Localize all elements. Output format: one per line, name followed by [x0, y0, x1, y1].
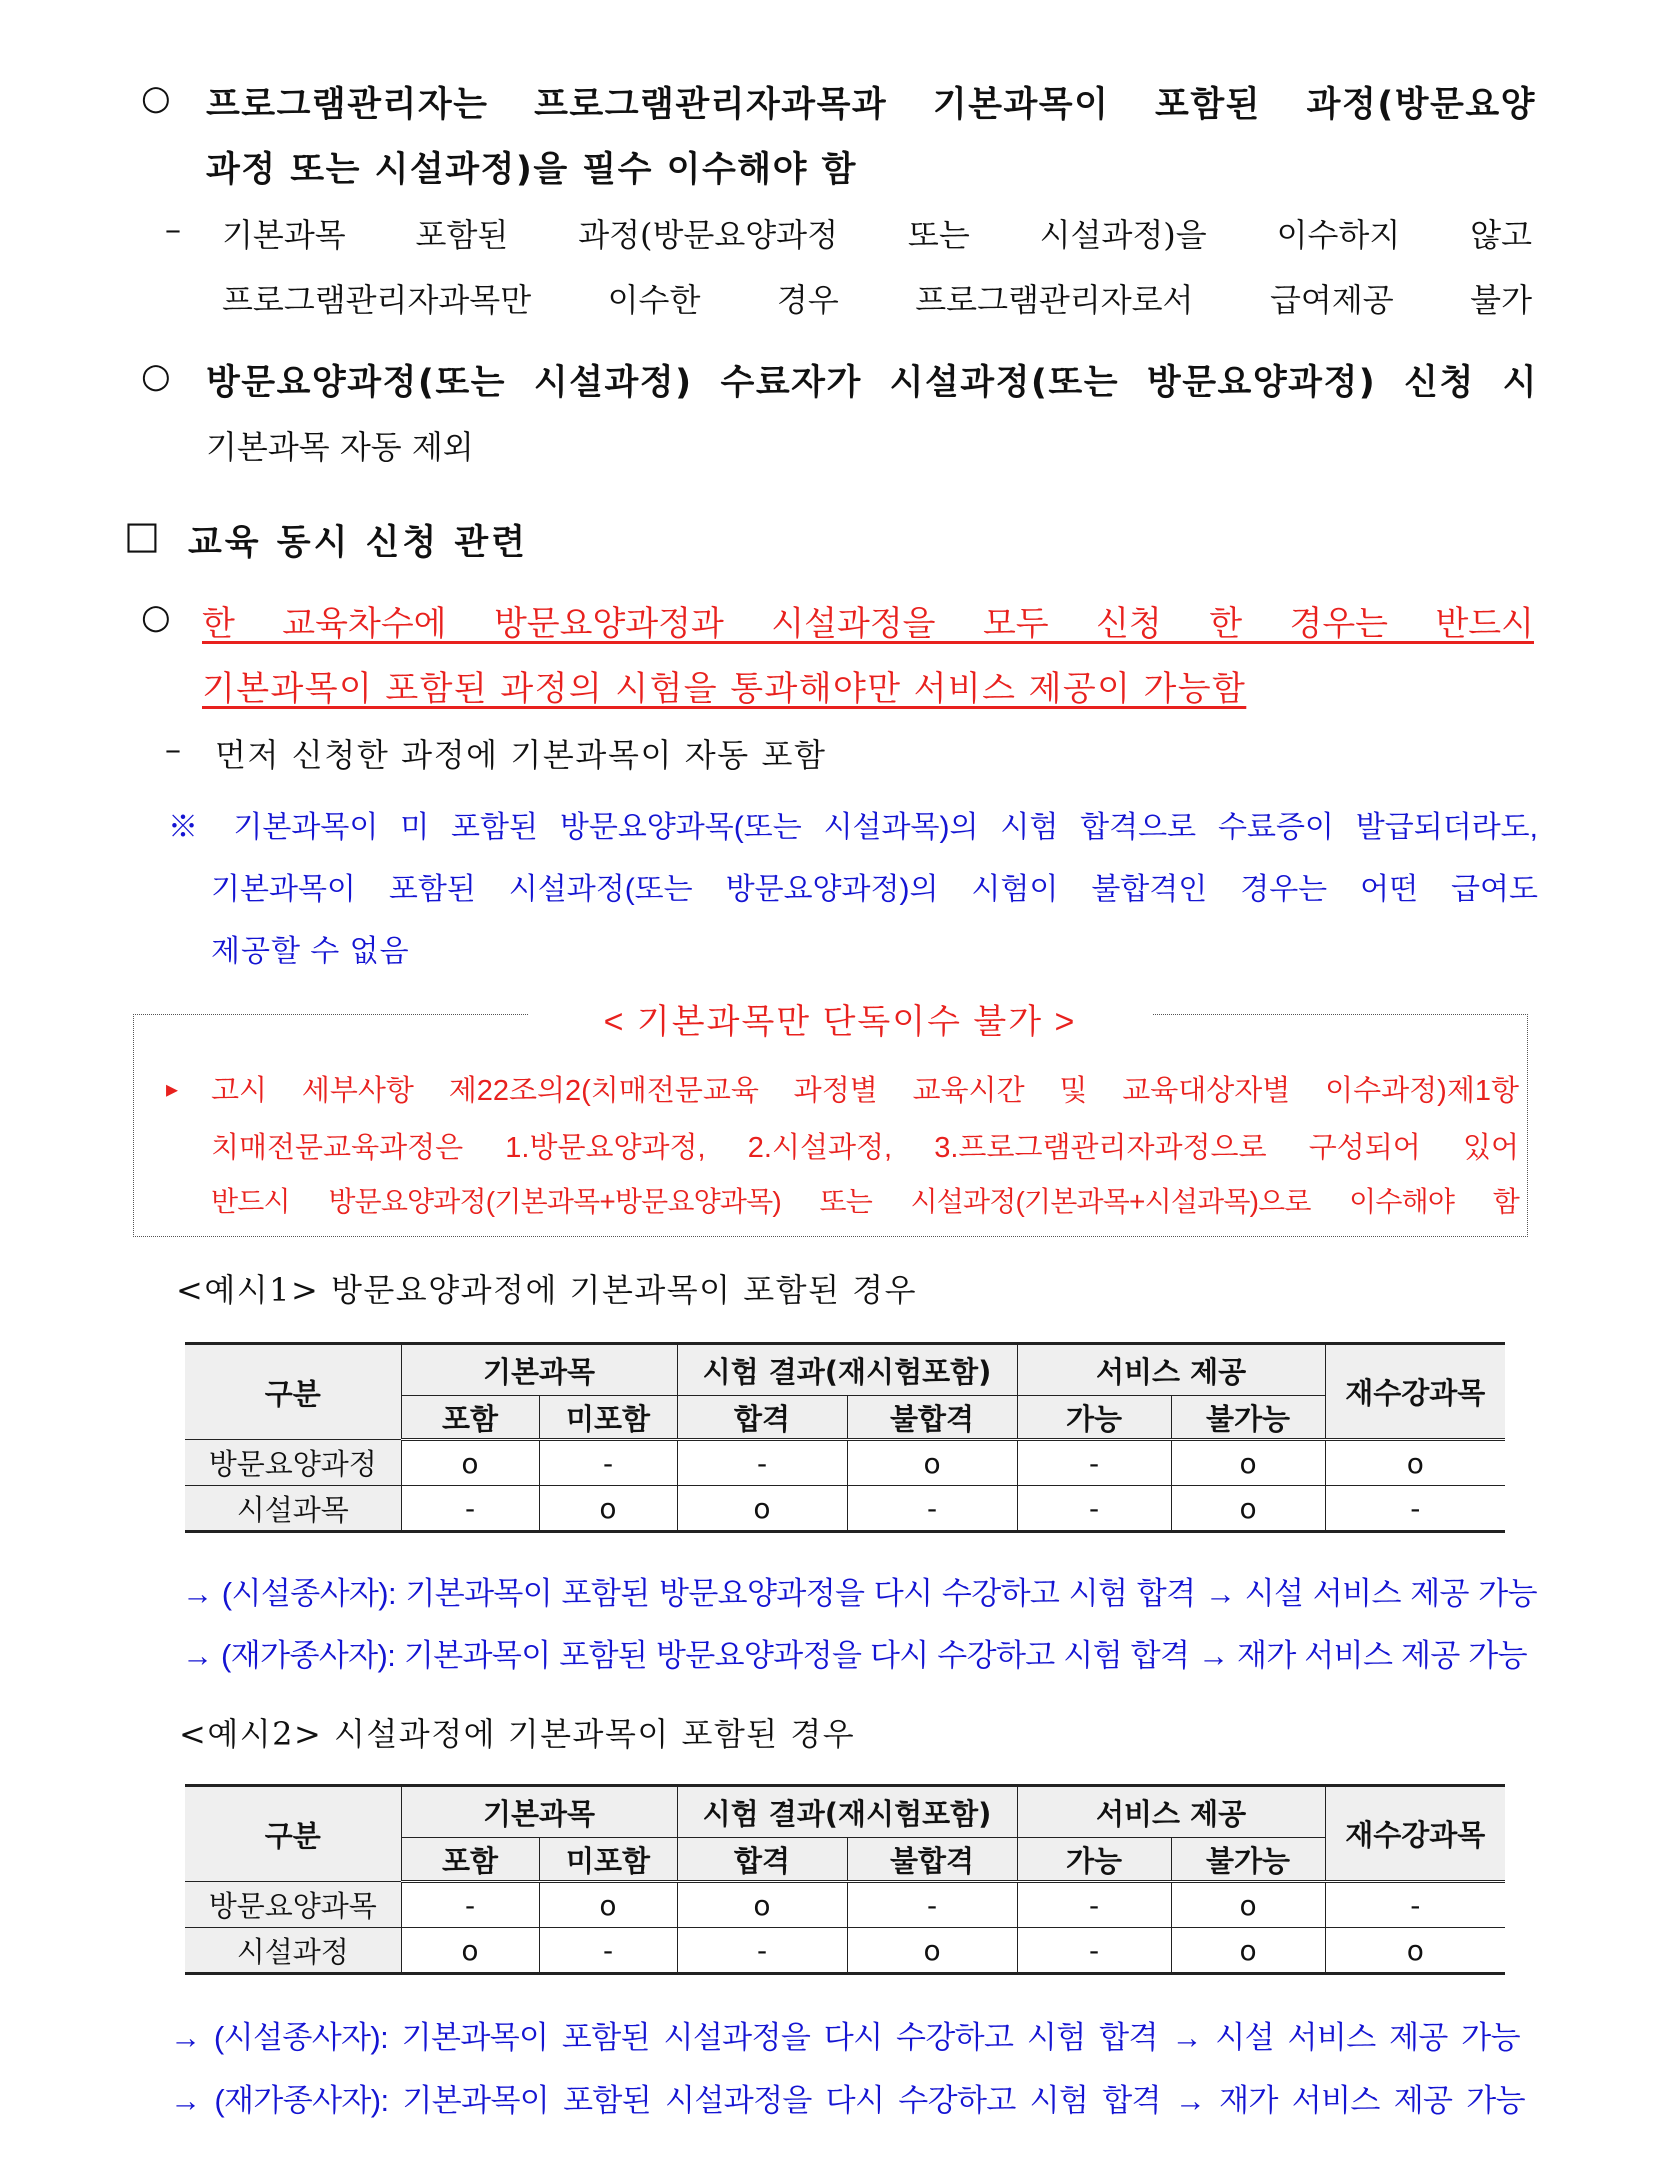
- table-cell: -: [847, 1882, 1017, 1928]
- table-cell: -: [1017, 1882, 1171, 1928]
- table-cell: -: [1325, 1882, 1505, 1928]
- paragraph-line: 프로그램관리자는 프로그램관리자과목과 기본과목이 포함된 과정(방문요양: [206, 85, 1536, 125]
- header-include: 포함: [401, 1838, 539, 1882]
- emphasis-line: 기본과목이 포함된 과정의 시험을 통과해야만 서비스 제공이 가능함: [202, 669, 1247, 709]
- header-possible: 가능: [1017, 1838, 1171, 1882]
- table-cell: o: [1171, 1440, 1325, 1486]
- header-impossible: 불가능: [1171, 1838, 1325, 1882]
- table-cell: o: [1171, 1928, 1325, 1974]
- example-caption: <예시2> 시설과정에 기본과목이 포함된 경우: [179, 1715, 856, 1753]
- example-caption: <예시1> 방문요양과정에 기본과목이 포함된 경우: [176, 1271, 918, 1309]
- header-pass: 합격: [677, 1838, 847, 1882]
- bullet-circle-icon: ○: [141, 78, 173, 118]
- header-include: 포함: [401, 1396, 539, 1440]
- header-category: 구분: [185, 1344, 401, 1440]
- note-line: 기본과목이 포함된 시설과정(또는 방문요양과정)의 시험이 불합격인 경우는 어떤 급여도: [211, 873, 1538, 906]
- paragraph-line: 기본과목 포함된 과정(방문요양과정 또는 시설과정)을 이수하지 않고: [222, 216, 1532, 254]
- table-cell: o: [677, 1882, 847, 1928]
- paragraph-line: 프로그램관리자과목만 이수한 경우 프로그램관리자로서 급여제공 불가: [222, 281, 1532, 319]
- table-cell: o: [401, 1928, 539, 1974]
- row-label: 시설과목: [185, 1486, 401, 1532]
- table-cell: o: [1171, 1882, 1325, 1928]
- table-cell: o: [1171, 1486, 1325, 1532]
- table-cell: -: [1017, 1486, 1171, 1532]
- table-cell: -: [539, 1440, 677, 1486]
- row-label: 시설과정: [185, 1928, 401, 1974]
- table-row: [185, 1440, 1505, 1486]
- header-retake: 재수강과목: [1325, 1344, 1505, 1440]
- paragraph-line: 먼저 신청한 과정에 기본과목이 자동 포함: [215, 736, 827, 774]
- row-label: 방문요양과정: [185, 1440, 401, 1486]
- table-row: [185, 1928, 1505, 1974]
- paragraph-line: 과정 또는 시설과정)을 필수 이수해야 함: [206, 150, 857, 190]
- note-box-line: 반드시 방문요양과정(기본과목+방문요양과목) 또는 시설과정(기본과목+시설과목)으로 이수해야 함: [211, 1186, 1519, 1217]
- header-basic: 기본과목: [401, 1344, 677, 1396]
- table-cell: -: [1017, 1440, 1171, 1486]
- table-cell: o: [539, 1486, 677, 1532]
- dash-icon: –: [165, 730, 181, 768]
- table-cell: o: [847, 1928, 1017, 1974]
- header-impossible: 불가능: [1171, 1396, 1325, 1440]
- note-box-title: < 기본과목만 단독이수 불가 >: [528, 994, 1152, 1036]
- table-cell: -: [1325, 1486, 1505, 1532]
- table-header-row: [185, 1344, 1505, 1396]
- header-fail: 불합격: [847, 1396, 1017, 1440]
- paragraph-line: 방문요양과정(또는 시설과정) 수료자가 시설과정(또는 방문요양과정) 신청 시: [206, 363, 1538, 403]
- bullet-circle-icon: ○: [141, 597, 173, 637]
- table-cell: -: [1017, 1928, 1171, 1974]
- checkbox-square-icon: □: [124, 513, 162, 557]
- table-row: [185, 1882, 1505, 1928]
- note-line: ※ 기본과목이 미 포함된 방문요양과목(또는 시설과목)의 시험 합격으로 수료증이 발급되더라도,: [168, 811, 1538, 844]
- emphasis-line: 한 교육차수에 방문요양과정과 시설과정을 모두 신청 한 경우는 반드시: [202, 604, 1534, 644]
- table-cell: -: [401, 1882, 539, 1928]
- row-label: 방문요양과목: [185, 1882, 401, 1928]
- header-not-include: 미포함: [539, 1838, 677, 1882]
- paragraph-line: 기본과목 자동 제외: [206, 428, 474, 466]
- table-cell: -: [847, 1486, 1017, 1532]
- header-category: 구분: [185, 1786, 401, 1882]
- table-cell: -: [539, 1928, 677, 1974]
- arrow-note: → (재가종사자): 기본과목이 포함된 시설과정을 다시 수강하고 시험 합격 → 재가 서비스 제공 가능: [170, 2083, 1525, 2118]
- header-service: 서비스 제공: [1017, 1786, 1325, 1838]
- triangle-bullet-icon: ▸: [166, 1075, 179, 1103]
- table-cell: -: [677, 1928, 847, 1974]
- arrow-note: → (시설종사자): 기본과목이 포함된 방문요양과정을 다시 수강하고 시험 합격 → 시설 서비스 제공 가능: [182, 1576, 1537, 1611]
- table-cell: o: [539, 1882, 677, 1928]
- section-heading: 교육 동시 신청 관련: [188, 523, 529, 563]
- table-cell: o: [677, 1486, 847, 1532]
- table-cell: -: [677, 1440, 847, 1486]
- header-not-include: 미포함: [539, 1396, 677, 1440]
- note-box-line: 치매전문교육과정은 1.방문요양과정, 2.시설과정, 3.프로그램관리자과정으로 구성되어 있어: [211, 1132, 1519, 1164]
- table-cell: o: [401, 1440, 539, 1486]
- header-pass: 합격: [677, 1396, 847, 1440]
- arrow-note: → (재가종사자): 기본과목이 포함된 방문요양과정을 다시 수강하고 시험 합격 → 재가 서비스 제공 가능: [182, 1638, 1527, 1673]
- dash-icon: –: [165, 210, 181, 248]
- example2-table: [185, 1784, 1505, 1975]
- note-line: 제공할 수 없음: [211, 935, 410, 968]
- table-cell: o: [1325, 1440, 1505, 1486]
- header-basic: 기본과목: [401, 1786, 677, 1838]
- table-header-row: [185, 1786, 1505, 1838]
- arrow-note: → (시설종사자): 기본과목이 포함된 시설과정을 다시 수강하고 시험 합격 → 시설 서비스 제공 가능: [170, 2020, 1520, 2055]
- table-row: [185, 1486, 1505, 1532]
- example1-table: [185, 1342, 1505, 1533]
- note-box-line: 고시 세부사항 제22조의2(치매전문교육 과정별 교육시간 및 교육대상자별 이수과정)제1항: [211, 1075, 1519, 1107]
- header-service: 서비스 제공: [1017, 1344, 1325, 1396]
- table-cell: o: [1325, 1928, 1505, 1974]
- table-cell: o: [847, 1440, 1017, 1486]
- header-retake: 재수강과목: [1325, 1786, 1505, 1882]
- header-possible: 가능: [1017, 1396, 1171, 1440]
- header-fail: 불합격: [847, 1838, 1017, 1882]
- header-exam: 시험 결과(재시험포함): [677, 1344, 1017, 1396]
- header-exam: 시험 결과(재시험포함): [677, 1786, 1017, 1838]
- table-cell: -: [401, 1486, 539, 1532]
- bullet-circle-icon: ○: [141, 356, 173, 396]
